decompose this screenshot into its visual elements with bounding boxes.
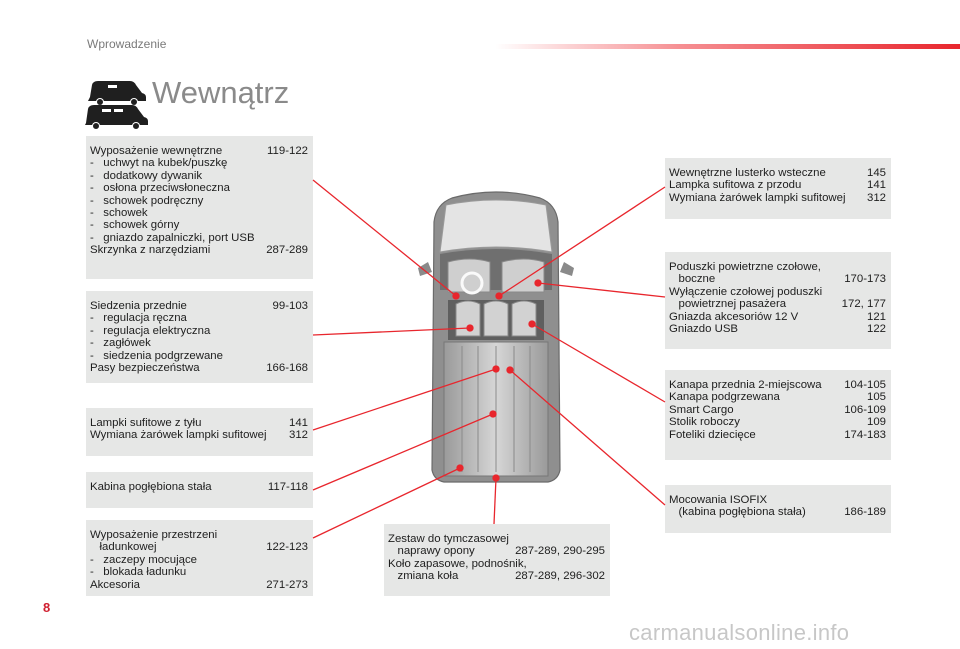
entry-text: - siedzenia podgrzewane xyxy=(90,349,223,362)
entry-pages: 117-118 xyxy=(267,481,308,493)
entry-text: Skrzynka z narzędziami xyxy=(90,244,211,257)
entry-text: - gniazdo zapalniczki, port USB xyxy=(90,231,255,244)
entry-pages: 145 xyxy=(866,167,886,179)
entry-pages: 105 xyxy=(866,391,886,404)
watermark-text: carmanualsonline.info xyxy=(629,620,850,645)
entry-text: Smart Cargo xyxy=(669,403,734,416)
entry-text: - regulacja ręczna xyxy=(90,312,187,325)
entry-pages: 312 xyxy=(866,191,886,204)
entry-text: - osłona przeciwsłoneczna xyxy=(90,182,230,195)
entry-pages: 122-123 xyxy=(266,541,308,554)
van-top-view xyxy=(418,192,574,482)
entry-text: Gniazdo USB xyxy=(669,323,739,336)
entry-text: boczne xyxy=(669,273,716,286)
entry-text: Kanapa podgrzewana xyxy=(669,391,780,404)
page-number: 8 xyxy=(43,600,51,615)
entry-text: Kanapa przednia 2-miejscowa xyxy=(669,379,822,391)
entry-text: naprawy opony xyxy=(388,545,475,558)
entry-pages: 170-173 xyxy=(844,273,886,286)
entry-pages: 99-103 xyxy=(272,300,308,312)
entry-text: - dodatkowy dywanik xyxy=(90,169,203,182)
entry-text: Zestaw do tymczasowej xyxy=(388,533,509,545)
entry-pages: 287-289, 290-295 xyxy=(515,545,605,558)
entry-text: - uchwyt na kubek/puszkę xyxy=(90,157,228,170)
entry-text: Poduszki powietrzne czołowe, xyxy=(669,261,821,273)
entry-pages: 121 xyxy=(866,310,886,323)
entry-pages: 271-273 xyxy=(266,578,308,591)
entry-pages: 174-183 xyxy=(844,428,886,441)
entry-text: Foteliki dziecięce xyxy=(669,428,756,441)
entry-text: Lampka sufitowa z przodu xyxy=(669,179,802,192)
entry-text: - blokada ładunku xyxy=(90,566,187,579)
entry-text: - regulacja elektryczna xyxy=(90,324,211,337)
entry-pages: 106-109 xyxy=(844,403,886,416)
entry-pages: 104-105 xyxy=(844,379,886,391)
entry-text: Lampki sufitowe z tyłu xyxy=(90,417,202,429)
entry-pages: 172, 177 xyxy=(841,298,886,311)
entry-text: ładunkowej xyxy=(90,541,157,554)
entry-pages: 109 xyxy=(866,416,886,429)
entry-text: Akcesoria xyxy=(90,578,141,591)
entry-text: Mocowania ISOFIX xyxy=(669,494,768,506)
entry-text: - zaczepy mocujące xyxy=(90,553,197,566)
entry-pages: 312 xyxy=(288,429,308,442)
entry-pages: 119-122 xyxy=(267,145,308,157)
entry-text: - schowek górny xyxy=(90,219,180,232)
entry-text: zmiana koła xyxy=(388,570,459,583)
entry-text: - schowek xyxy=(90,207,148,220)
entry-text: Wymiana żarówek lampki sufitowej xyxy=(90,429,267,442)
entry-pages: 122 xyxy=(866,323,886,336)
entry-pages: 166-168 xyxy=(266,362,308,375)
entry-pages: 287-289 xyxy=(266,244,308,257)
entry-text: - schowek podręczny xyxy=(90,194,204,207)
entry-text: Pasy bezpieczeństwa xyxy=(90,362,200,375)
entry-text: Wyposażenie przestrzeni xyxy=(90,529,218,541)
entry-text: (kabina pogłębiona stała) xyxy=(669,506,806,519)
entry-text: powietrznej pasażera xyxy=(669,298,787,311)
entry-text: Gniazda akcesoriów 12 V xyxy=(669,310,799,323)
entry-text: - zagłówek xyxy=(90,337,151,350)
entry-pages: 287-289, 296-302 xyxy=(515,570,605,583)
entry-text: Koło zapasowe, podnośnik, xyxy=(388,557,527,570)
entry-text: Stolik roboczy xyxy=(669,416,740,429)
entry-text: Wymiana żarówek lampki sufitowej xyxy=(669,191,846,204)
entry-text: Wyłączenie czołowej poduszki xyxy=(669,285,823,298)
entry-pages: 186-189 xyxy=(844,506,886,519)
entry-text: Kabina pogłębiona stała xyxy=(90,481,212,493)
entry-pages: 141 xyxy=(288,417,308,429)
section-label: Wprowadzenie xyxy=(87,37,167,51)
entry-text: Wyposażenie wewnętrzne xyxy=(90,145,223,157)
entry-text: Siedzenia przednie xyxy=(90,300,187,312)
entry-text: Wewnętrzne lusterko wsteczne xyxy=(669,167,826,179)
entry-pages: 141 xyxy=(866,179,886,192)
page-title: Wewnątrz xyxy=(152,75,290,110)
